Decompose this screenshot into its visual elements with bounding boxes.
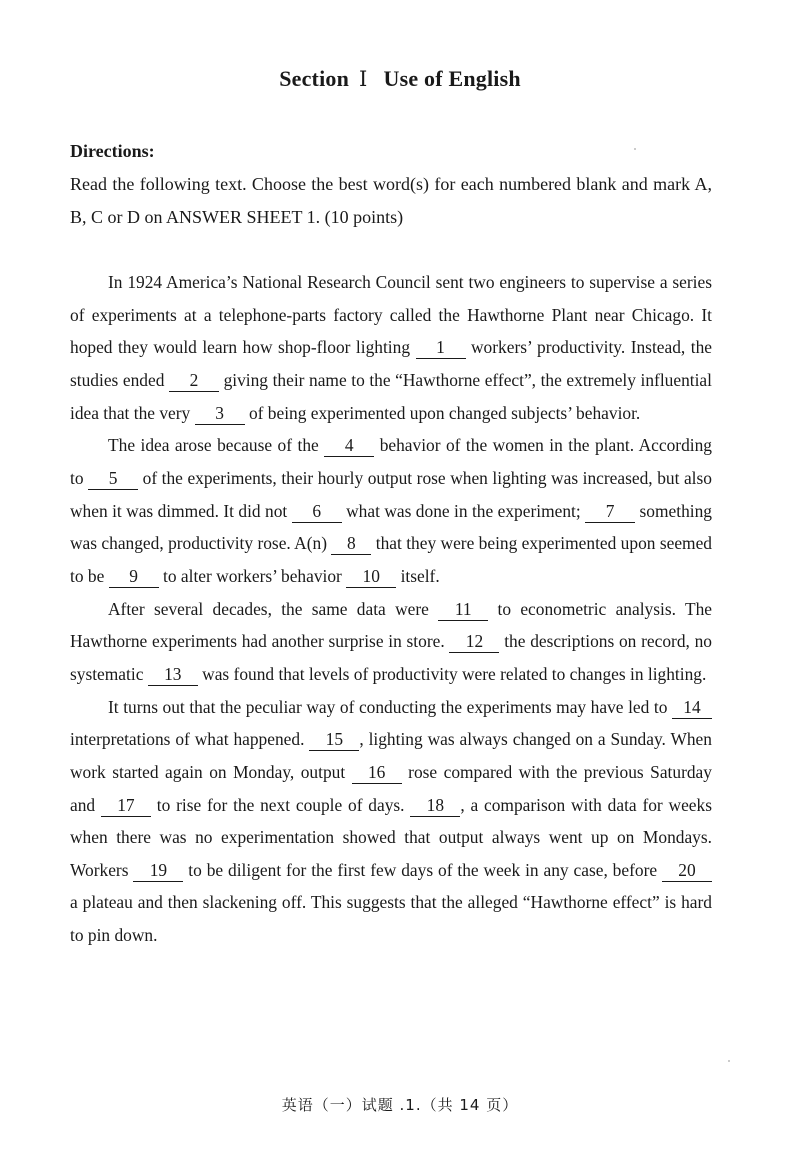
blank-8: 8 [331,533,371,555]
passage-text: rose compared with the previous Saturday and [70,761,712,815]
blank-9: 9 [109,566,159,588]
passage-text: was found that levels of productivity were related to changes in lighting. [202,663,707,684]
blank-6: 6 [292,501,342,523]
passage [70,266,712,952]
blank-15: 15 [309,729,359,751]
passage-text: behavior of the women in the plant. According to [70,435,712,488]
page-footer: 英语（一）试题 .1.（共 14 页） [281,1096,519,1114]
passage-text: to be diligent for the first few days of the week in any case, before [188,859,658,880]
paragraph-4 [70,691,712,952]
blank-4: 4 [324,435,374,457]
passage-text: In 1924 America’s National Research Council sent two engineers to supervise a series of experiments at a telephone-parts factory called the Hawthorne Plant near Chicago. It hoped they would learn how shop-floor lighting [70,272,712,358]
blank-19: 19 [133,860,183,882]
passage-text: something was changed, productivity rose. A(n) [70,500,712,554]
paragraph-2 [70,429,712,592]
section-label: Section [279,66,350,91]
blank-11: 11 [438,599,488,621]
passage-text: The idea arose because of the [108,435,319,456]
paragraph-1 [70,266,712,429]
passage-text: a plateau and then slackening off. This suggests that the alleged “Hawthorne effect” is hard to pin down. [70,892,712,946]
blank-5: 5 [88,468,138,490]
blank-13: 13 [148,664,198,686]
passage-text: of being experimented upon changed subjects’ behavior. [248,402,641,423]
section-numeral: Ⅰ [359,67,368,91]
paragraph-3 [70,593,712,691]
blank-18: 18 [410,795,460,817]
passage-text: giving their name to the “Hawthorne effect”, the extremely influential idea that the very [70,369,712,423]
scan-speck [728,1060,730,1062]
directions-text: Read the following text. Choose the best word(s) for each numbered blank and mark A, B, C or D on ANSWER SHEET 1. (10 points) [70,174,712,227]
passage-text: to alter workers’ behavior [163,565,342,586]
blank-10: 10 [346,566,396,588]
section-title [0,66,800,92]
blank-3: 3 [195,403,245,425]
passage-text: what was done in the experiment; [346,500,581,521]
passage-text: itself. [400,565,440,586]
passage-text: interpretations of what happened. [70,729,305,750]
passage-text: workers’ productivity. Instead, the studies ended [70,337,712,390]
blank-20: 20 [662,860,712,882]
passage-text: to rise for the next couple of days. [156,794,405,815]
blank-1: 1 [416,337,466,359]
blank-17: 17 [101,795,151,817]
blank-16: 16 [352,762,402,784]
passage-text: After several decades, the same data were [108,598,429,619]
section-name: Use of English [383,66,521,91]
passage-text: to econometric analysis. The Hawthorne experiments had another surprise in store. [70,598,712,652]
blank-14: 14 [672,697,712,719]
blank-7: 7 [585,501,635,523]
passage-text: , a comparison with data for weeks when there was no experimentation showed that output always went up on Mondays. Workers [70,794,712,880]
passage-text: of the experiments, their hourly output rose when lighting was increased, but also when it was dimmed. It did not [70,467,712,521]
blank-12: 12 [449,631,499,653]
scan-speck [634,148,636,150]
passage-text: , lighting was always changed on a Sunday. When work started again on Monday, output [70,729,712,782]
blank-2: 2 [169,370,219,392]
passage-text: the descriptions on record, no systematic [70,631,712,684]
directions-heading: Directions: [70,141,155,161]
passage-text: It turns out that the peculiar way of conducting the experiments may have led to [108,696,668,717]
passage-text: that they were being experimented upon seemed to be [70,533,712,586]
